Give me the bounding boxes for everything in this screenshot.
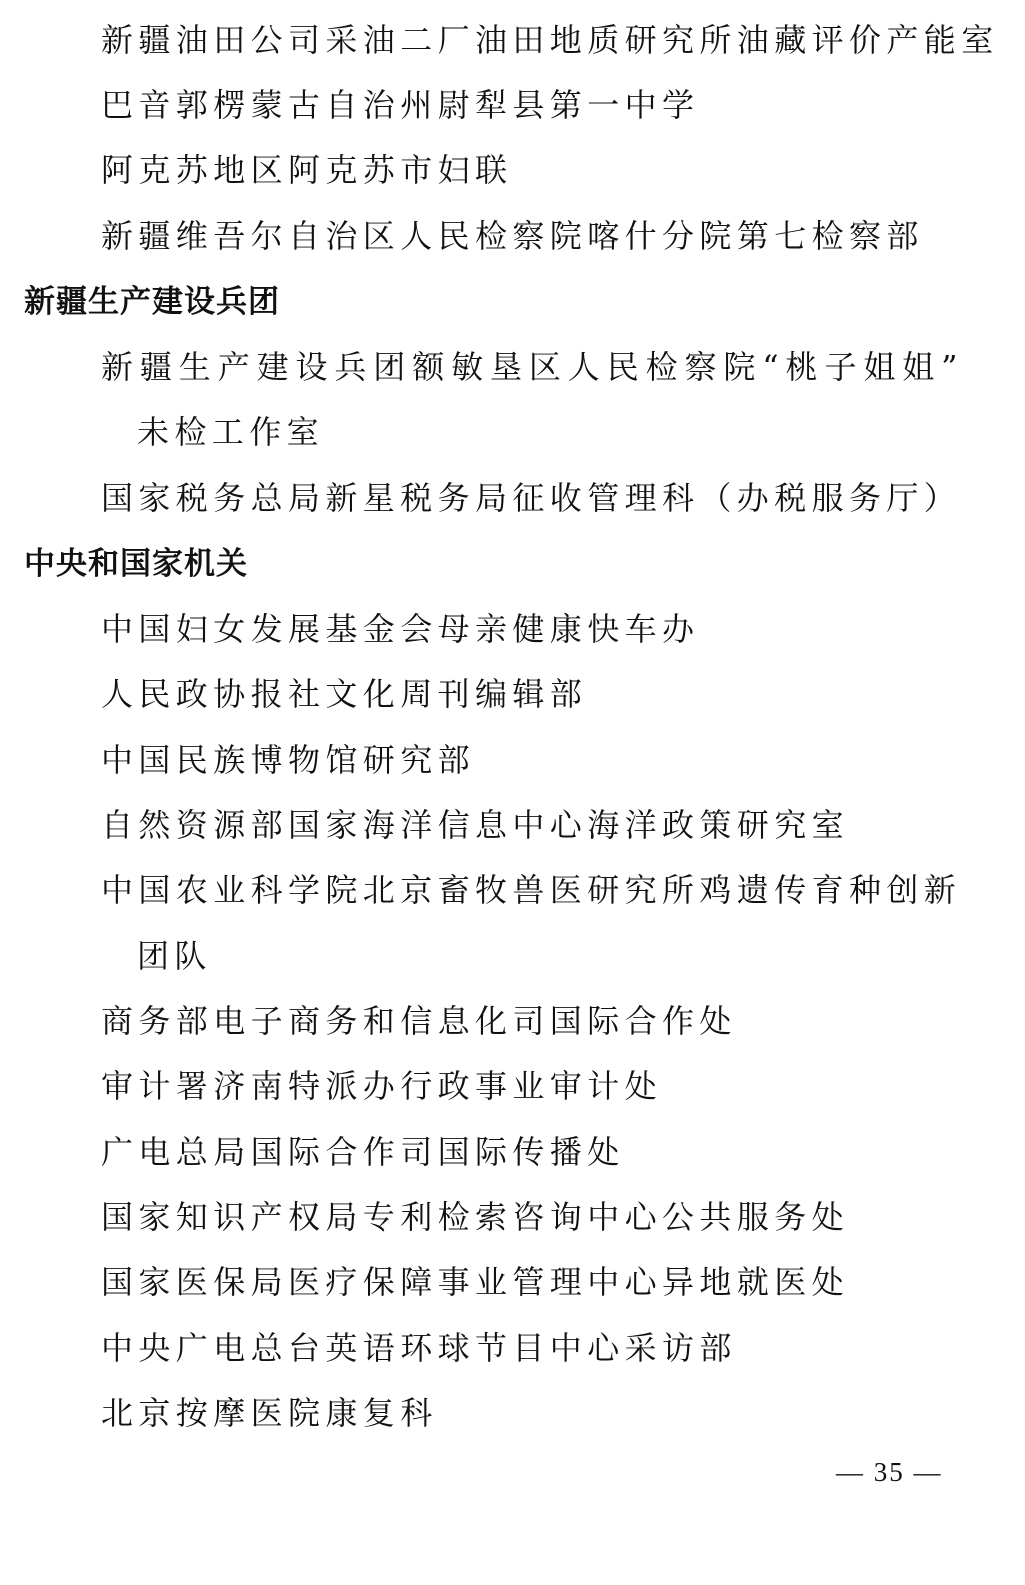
- list-item: 中国妇女发展基金会母亲健康快车办: [101, 610, 700, 648]
- list-item: 中央广电总台英语环球节目中心采访部: [101, 1329, 737, 1367]
- list-item: 审计署济南特派办行政事业审计处: [101, 1067, 663, 1105]
- page-number: — 35 —: [836, 1457, 943, 1487]
- list-item: 广电总局国际合作司国际传播处: [101, 1133, 625, 1171]
- list-item: 人民政协报社文化周刊编辑部: [101, 675, 588, 713]
- list-item: 国家医保局医疗保障事业管理中心异地就医处: [101, 1263, 850, 1301]
- list-item: 自然资源部国家海洋信息中心海洋政策研究室: [101, 806, 850, 844]
- list-item-continuation: 团队: [137, 937, 212, 975]
- list-item-continuation: 未检工作室: [137, 413, 325, 451]
- list-item: 中国农业科学院北京畜牧兽医研究所鸡遗传育种创新: [101, 871, 962, 909]
- list-item: 国家知识产权局专利检索咨询中心公共服务处: [101, 1198, 850, 1236]
- list-item: 商务部电子商务和信息化司国际合作处: [101, 1002, 737, 1040]
- list-item: 中国民族博物馆研究部: [101, 741, 476, 779]
- list-item: 新疆生产建设兵团额敏垦区人民检察院“桃子姐姐”: [101, 348, 965, 386]
- list-item: 阿克苏地区阿克苏市妇联: [101, 151, 513, 189]
- list-item: 国家税务总局新星税务局征收管理科（办税服务厅）: [101, 479, 962, 517]
- list-item: 新疆油田公司采油二厂油田地质研究所油藏评价产能室: [101, 21, 999, 59]
- list-item: 北京按摩医院康复科: [101, 1394, 438, 1432]
- section-heading-central: 中央和国家机关: [24, 546, 248, 582]
- section-heading-bingtuan: 新疆生产建设兵团: [24, 284, 280, 320]
- list-item: 巴音郭楞蒙古自治州尉犁县第一中学: [101, 86, 700, 124]
- list-item: 新疆维吾尔自治区人民检察院喀什分院第七检察部: [101, 217, 924, 255]
